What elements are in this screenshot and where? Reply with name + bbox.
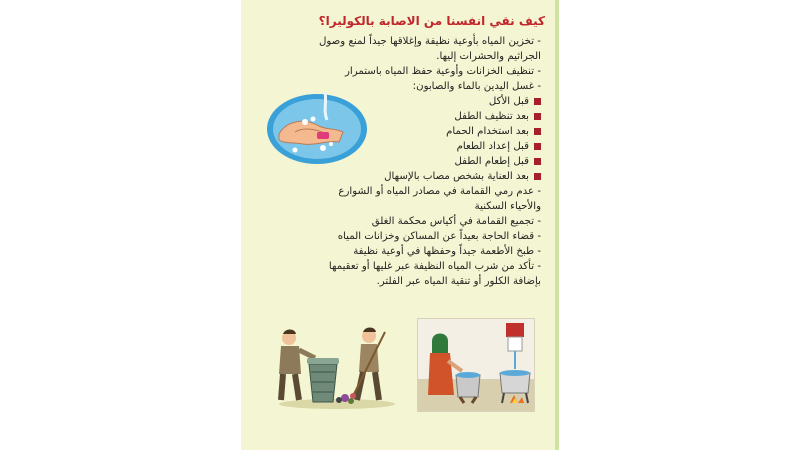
bullet-square	[534, 98, 541, 105]
bullet-square	[534, 158, 541, 165]
page-title: كيف نقي انفسنا من الاصابة بالكوليرا؟	[318, 14, 545, 28]
list-item	[384, 169, 541, 184]
bullet-square	[534, 173, 541, 180]
list-item	[401, 109, 541, 124]
list-item	[401, 124, 541, 139]
list-item-label: قبل إطعام الطفل	[454, 156, 529, 167]
advice-line: - عدم رمي القمامة في مصادر المياه أو الشوارع	[338, 186, 541, 197]
bullet-square	[534, 113, 541, 120]
list-item	[401, 154, 541, 169]
list-item-label: قبل الأكل	[488, 96, 529, 107]
advice-line: - تأكد من شرب المياه النظيفة عبر غليها أو تعقيمها	[328, 261, 541, 272]
advice-line: بإضافة الكلور أو تنقية المياه عبر الفلتر.	[376, 276, 541, 287]
list-item-label: بعد العناية بشخص مصاب بالإسهال	[384, 171, 529, 182]
bullet-square	[534, 128, 541, 135]
handwashing-list	[384, 94, 541, 184]
bullet-square	[534, 143, 541, 150]
page-edge	[555, 0, 559, 450]
leaflet-page	[241, 0, 559, 450]
advice-line: - تخزين المياه بأوعية نظيفة وإغلاقها جيداً لمنع وصول	[318, 36, 541, 47]
advice-line: - طبخ الأطعمة جيداً وحفظها في أوعية نظيفة	[353, 246, 541, 257]
list-item-label: قبل إعداد الطعام	[456, 141, 529, 152]
list-item	[401, 94, 541, 109]
advice-line: - غسل اليدين بالماء والصابون:	[412, 81, 541, 92]
advice-line: والأحياء السكنية	[474, 201, 541, 212]
advice-text	[271, 34, 541, 289]
advice-line: - تجميع القمامة في أكياس محكمة الغلق	[371, 216, 541, 227]
trash-collection-illustration	[267, 322, 397, 410]
list-item-label: بعد تنظيف الطفل	[454, 111, 529, 122]
list-item-label: بعد استخدام الحمام	[446, 126, 529, 137]
list-item	[401, 139, 541, 154]
advice-line: - قضاء الحاجة بعيداً عن المساكن وخزانات المياه	[337, 231, 541, 242]
boiling-water-illustration	[417, 318, 535, 412]
advice-line: - تنظيف الخزانات وأوعية حفظ المياه باستمرار	[344, 66, 541, 77]
advice-line: الجراثيم والحشرات إليها.	[436, 51, 541, 62]
